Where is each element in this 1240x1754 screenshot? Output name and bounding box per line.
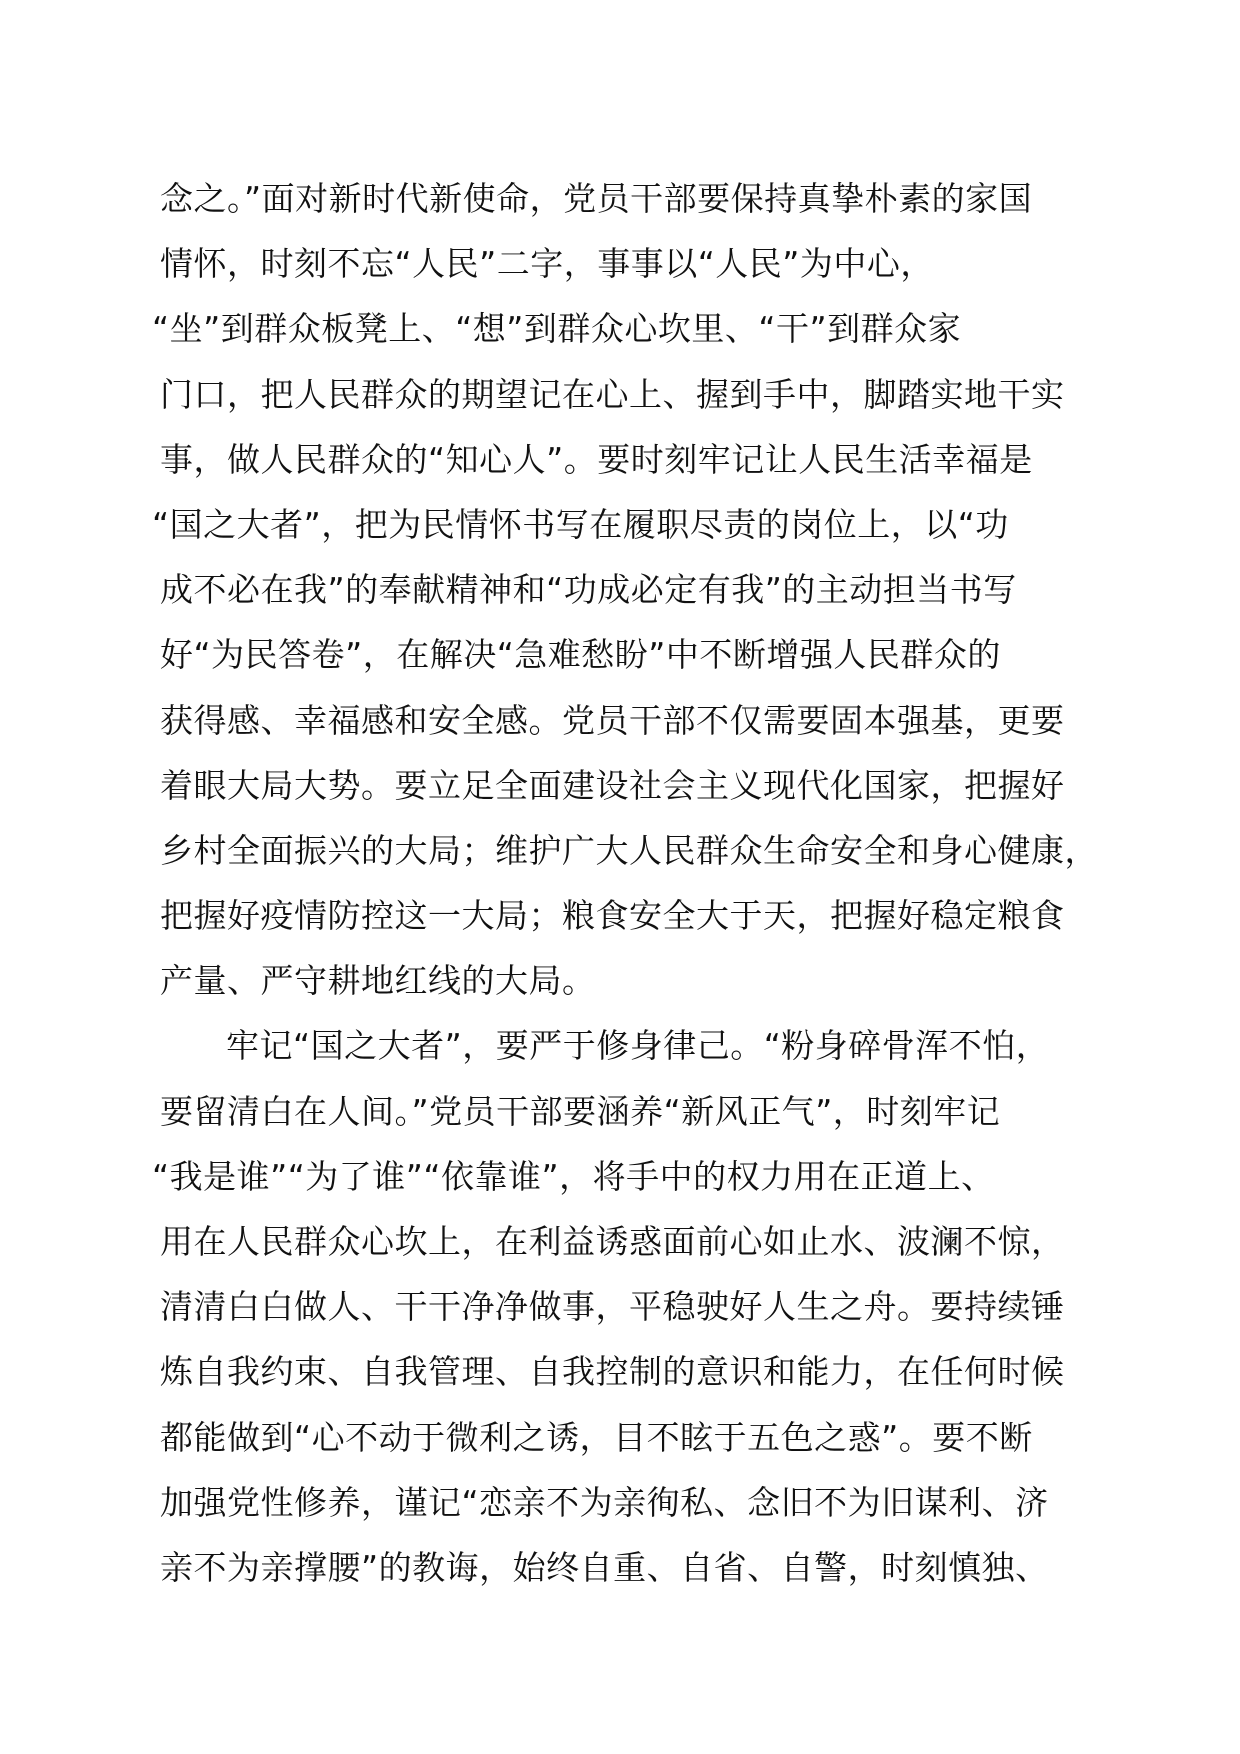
text-line: 获得感、幸福感和安全感。党员干部不仅需要固本强基，更要: [160, 700, 1065, 740]
text-line: 清清白白做人、干干净净做事，平稳驶好人生之舟。要持续锤: [160, 1287, 1065, 1327]
text-line: 加强党性修养，谨记“恋亲不为亲徇私、念旧不为旧谋利、济: [160, 1482, 1049, 1522]
text-line: 情怀，时刻不忘“人民”二字，事事以“人民”为中心，: [160, 244, 934, 284]
text-line: “坐”到群众板凳上、“想”到群众心坎里、“干”到群众家: [152, 309, 962, 349]
text-line: 产量、严守耕地红线的大局。: [160, 961, 596, 1001]
text-line: 都能做到“心不动于微利之诱，目不眩于五色之惑”。要不断: [160, 1417, 1033, 1457]
text-line: “我是谁”“为了谁”“依靠谁”，将手中的权力用在正道上、: [152, 1156, 995, 1196]
text-line: 念之。”面对新时代新使命，党员干部要保持真挚朴素的家国: [160, 179, 1033, 218]
text-line: 用在人民群众心坎上，在利益诱惑面前心如止水、波澜不惊，: [160, 1222, 1065, 1261]
text-line: 把握好疫情防控这一大局；粮食安全大于天，把握好稳定粮食: [160, 896, 1065, 936]
text-line: 牢记“国之大者”，要严于修身律己。“粉身碎骨浑不怕，: [226, 1026, 1050, 1066]
paragraph-1: [152, 166, 1120, 1013]
text-line: 事，做人民群众的“知心人”。要时刻牢记让人民生活幸福是: [160, 439, 1033, 479]
text-line: 好“为民答卷”，在解决“急难愁盼”中不断增强人民群众的: [160, 635, 1001, 675]
text-line: 要留清白在人间。”党员干部要涵养“新风正气”，时刻牢记: [160, 1091, 1001, 1131]
paragraph-2: [152, 1013, 1120, 1600]
text-line: 成不必在我”的奉献精神和“功成必定有我”的主动担当书写: [160, 570, 1017, 610]
text-line: 门口，把人民群众的期望记在心上、握到手中，脚踏实地干实: [160, 374, 1065, 414]
text-line: 着眼大局大势。要立足全面建设社会主义现代化国家，把握好: [160, 765, 1065, 805]
text-line: 亲不为亲撑腰”的教诲，始终自重、自省、自警，时刻慎独、: [160, 1547, 1049, 1587]
text-line: 乡村全面振兴的大局；维护广大人民群众生命安全和身心健康，: [160, 830, 1098, 870]
text-line: 炼自我约束、自我管理、自我控制的意识和能力，在任何时候: [160, 1352, 1065, 1392]
body-text: [152, 166, 1120, 1600]
text-line: “国之大者”，把为民情怀书写在履职尽责的岗位上，以“功: [152, 504, 1009, 544]
